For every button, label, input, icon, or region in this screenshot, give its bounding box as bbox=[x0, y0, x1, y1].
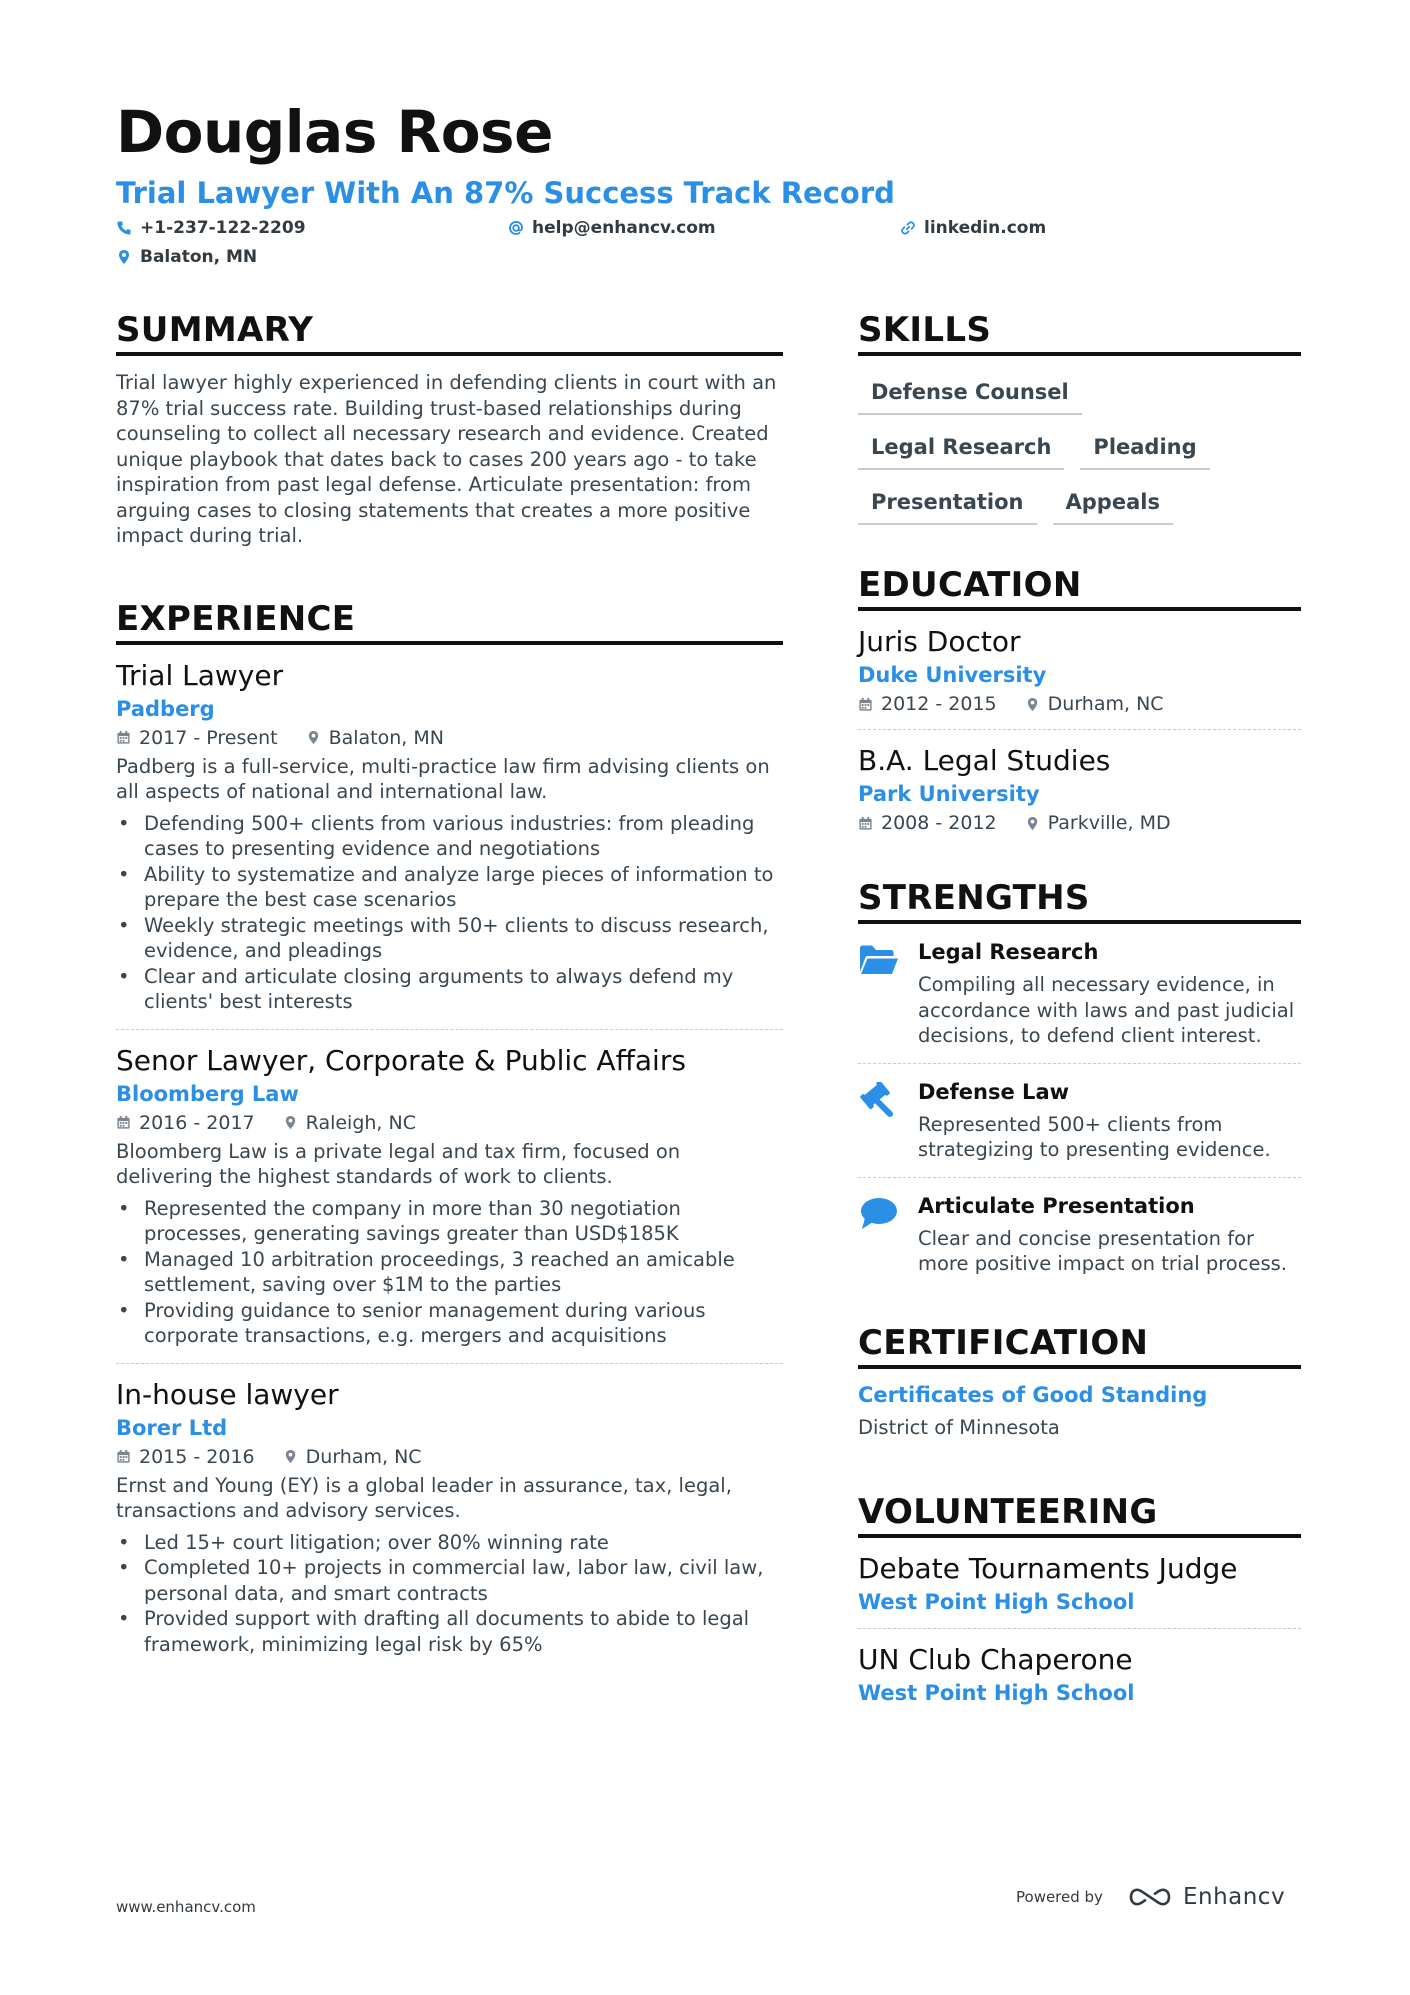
summary-text: Trial lawyer highly experienced in defending clients in court with an 87% trial success rate. Building trust-based relationships during counseling to collect all necessary research and evidence. Created unique playbook that dates back to cases 200 years ago - to take inspiration from past legal defense. Articulate presentation: from arguing cases to closing statements that creates a more positive impact during trial. bbox=[116, 371, 777, 547]
contact-email[interactable] bbox=[508, 218, 716, 238]
at-sign-icon bbox=[508, 220, 524, 236]
job-location: Balaton, MN bbox=[328, 726, 444, 749]
job-location: Raleigh, NC bbox=[305, 1111, 416, 1134]
education-meta bbox=[858, 812, 1301, 834]
right-column bbox=[858, 310, 1301, 1705]
degree-name: B.A. Legal Studies bbox=[858, 744, 1111, 777]
speech-bubble-icon bbox=[858, 1196, 900, 1232]
phone-icon bbox=[116, 220, 132, 236]
experience-heading: EXPERIENCE bbox=[116, 599, 783, 645]
job-bullet: • Completed 10+ projects in commercial law, labor law, civil law, personal data, and smart contracts bbox=[116, 1555, 783, 1606]
strength-title: Defense Law bbox=[918, 1079, 1070, 1104]
certification-heading: CERTIFICATION bbox=[858, 1323, 1301, 1369]
skills-list bbox=[858, 374, 1301, 525]
contact-linkedin[interactable] bbox=[900, 218, 1046, 238]
skill-tag: Pleading bbox=[1080, 429, 1209, 470]
calendar-icon bbox=[858, 816, 873, 831]
link-icon bbox=[900, 220, 916, 236]
location-pin-icon bbox=[283, 1115, 298, 1130]
powered-by-label: Powered by bbox=[1016, 1888, 1103, 1906]
entry-divider bbox=[858, 1628, 1301, 1629]
gavel-icon bbox=[858, 1082, 900, 1118]
education-meta bbox=[858, 693, 1301, 715]
phone-text: +1-237-122-2209 bbox=[140, 218, 306, 238]
volunteer-role: UN Club Chaperone bbox=[858, 1643, 1133, 1676]
strengths-heading: STRENGTHS bbox=[858, 878, 1301, 924]
job-bullet: • Managed 10 arbitration proceedings, 3 reached an amicable settlement, saving over $1M to the parties bbox=[116, 1247, 783, 1298]
job-bullets bbox=[116, 811, 783, 1015]
volunteering-entry bbox=[858, 1643, 1301, 1705]
volunteer-role: Debate Tournaments Judge bbox=[858, 1552, 1238, 1585]
education-heading: EDUCATION bbox=[858, 565, 1301, 611]
enhancv-logo-icon bbox=[1127, 1884, 1173, 1910]
strength-text: Represented 500+ clients from strategizing to presenting evidence. bbox=[918, 1112, 1271, 1161]
strength-entry bbox=[858, 1080, 1301, 1163]
skill-tag: Legal Research bbox=[858, 429, 1064, 470]
entry-divider bbox=[116, 1363, 783, 1364]
company-name: Padberg bbox=[116, 696, 215, 721]
calendar-icon bbox=[116, 1115, 131, 1130]
volunteer-org: West Point High School bbox=[858, 1590, 1135, 1614]
job-bullet: • Represented the company in more than 30 negotiation processes, generating savings greater than USD$185K bbox=[116, 1196, 783, 1247]
contact-phone[interactable] bbox=[116, 218, 306, 238]
calendar-icon bbox=[116, 1449, 131, 1464]
email-text: help@enhancv.com bbox=[532, 218, 716, 238]
experience-entry bbox=[116, 659, 783, 1030]
education-location: Parkville, MD bbox=[1047, 812, 1171, 834]
education-dates: 2008 - 2012 bbox=[881, 812, 997, 834]
job-meta bbox=[116, 1446, 783, 1468]
calendar-icon bbox=[116, 730, 131, 745]
skill-tag: Appeals bbox=[1053, 484, 1173, 525]
strength-title: Legal Research bbox=[918, 940, 1099, 964]
company-name: Bloomberg Law bbox=[116, 1081, 299, 1106]
skills-heading: SKILLS bbox=[858, 310, 1301, 356]
job-title: Trial Lawyer bbox=[116, 658, 284, 692]
job-bullets bbox=[116, 1530, 783, 1658]
volunteering-heading: VOLUNTEERING bbox=[858, 1492, 1301, 1538]
entry-divider bbox=[858, 1063, 1301, 1064]
strength-entry bbox=[858, 1194, 1301, 1277]
job-bullets bbox=[116, 1196, 783, 1349]
job-dates: 2015 - 2016 bbox=[139, 1445, 255, 1468]
school-name: Duke University bbox=[858, 663, 1047, 687]
job-bullet: • Led 15+ court litigation; over 80% winning rate bbox=[116, 1530, 783, 1556]
calendar-icon bbox=[858, 697, 873, 712]
left-column bbox=[116, 310, 783, 1657]
footer-branding bbox=[1016, 1884, 1285, 1910]
skill-tag: Presentation bbox=[858, 484, 1037, 525]
brand-logo[interactable] bbox=[1127, 1884, 1285, 1910]
company-name: Borer Ltd bbox=[116, 1415, 228, 1440]
education-dates: 2012 - 2015 bbox=[881, 693, 997, 715]
job-title: Senor Lawyer, Corporate & Public Affairs bbox=[116, 1043, 686, 1077]
skill-tag: Defense Counsel bbox=[858, 374, 1082, 415]
location-text: Balaton, MN bbox=[140, 247, 258, 267]
volunteering-entry bbox=[858, 1552, 1301, 1629]
job-bullet: • Weekly strategic meetings with 50+ clients to discuss research, evidence, and pleadings bbox=[116, 913, 783, 964]
job-bullet: • Ability to systematize and analyze large pieces of information to prepare the best case scenarios bbox=[116, 862, 783, 913]
strength-text: Clear and concise presentation for more positive impact on trial process. bbox=[918, 1226, 1287, 1275]
job-meta bbox=[116, 727, 783, 749]
candidate-title: Trial Lawyer With An 87% Success Track Record bbox=[116, 176, 895, 210]
job-title: In-house lawyer bbox=[116, 1377, 339, 1411]
job-description: Bloomberg Law is a private legal and tax firm, focused on delivering the highest standards of work to clients. bbox=[116, 1139, 681, 1188]
job-location: Durham, NC bbox=[305, 1445, 422, 1468]
folder-open-icon bbox=[858, 942, 900, 978]
location-pin-icon bbox=[306, 730, 321, 745]
job-description: Ernst and Young (EY) is a global leader in assurance, tax, legal, transactions and advisory services. bbox=[116, 1473, 732, 1522]
strength-text: Compiling all necessary evidence, in accordance with laws and past judicial decisions, to defend client interest. bbox=[918, 973, 1295, 1047]
job-dates: 2017 - Present bbox=[139, 726, 278, 749]
job-bullet: • Clear and articulate closing arguments to always defend my clients' best interests bbox=[116, 964, 783, 1015]
job-bullet: • Provided support with drafting all documents to abide to legal framework, minimizing legal risk by 65% bbox=[116, 1606, 783, 1657]
volunteer-org: West Point High School bbox=[858, 1681, 1135, 1705]
entry-divider bbox=[858, 1177, 1301, 1178]
certification-issuer: District of Minnesota bbox=[858, 1415, 1060, 1439]
entry-divider bbox=[116, 1029, 783, 1030]
degree-name: Juris Doctor bbox=[858, 625, 1021, 658]
summary-heading: SUMMARY bbox=[116, 310, 783, 356]
job-meta bbox=[116, 1112, 783, 1134]
candidate-name: Douglas Rose bbox=[116, 98, 553, 166]
school-name: Park University bbox=[858, 782, 1040, 806]
job-bullet: • Defending 500+ clients from various industries: from pleading cases to presenting evidence and negotiations bbox=[116, 811, 783, 862]
strength-title: Articulate Presentation bbox=[918, 1193, 1195, 1218]
contact-location bbox=[116, 247, 257, 267]
entry-divider bbox=[858, 729, 1301, 730]
education-location: Durham, NC bbox=[1047, 693, 1164, 715]
footer-website[interactable]: www.enhancv.com bbox=[116, 1898, 256, 1916]
location-pin-icon bbox=[283, 1449, 298, 1464]
certification-name: Certificates of Good Standing bbox=[858, 1382, 1208, 1407]
job-dates: 2016 - 2017 bbox=[139, 1111, 255, 1134]
location-pin-icon bbox=[1025, 816, 1040, 831]
experience-entry bbox=[116, 1378, 783, 1658]
location-pin-icon bbox=[1025, 697, 1040, 712]
linkedin-text: linkedin.com bbox=[924, 218, 1047, 238]
strength-entry bbox=[858, 940, 1301, 1049]
location-pin-icon bbox=[116, 249, 132, 265]
job-bullet: • Providing guidance to senior management during various corporate transactions, e.g. mergers and acquisitions bbox=[116, 1298, 783, 1349]
job-description: Padberg is a full-service, multi-practice law firm advising clients on all aspects of national and international law. bbox=[116, 754, 770, 803]
education-entry bbox=[858, 625, 1301, 730]
education-entry bbox=[858, 744, 1301, 834]
brand-name: Enhancv bbox=[1182, 1884, 1286, 1910]
experience-entry bbox=[116, 1044, 783, 1364]
